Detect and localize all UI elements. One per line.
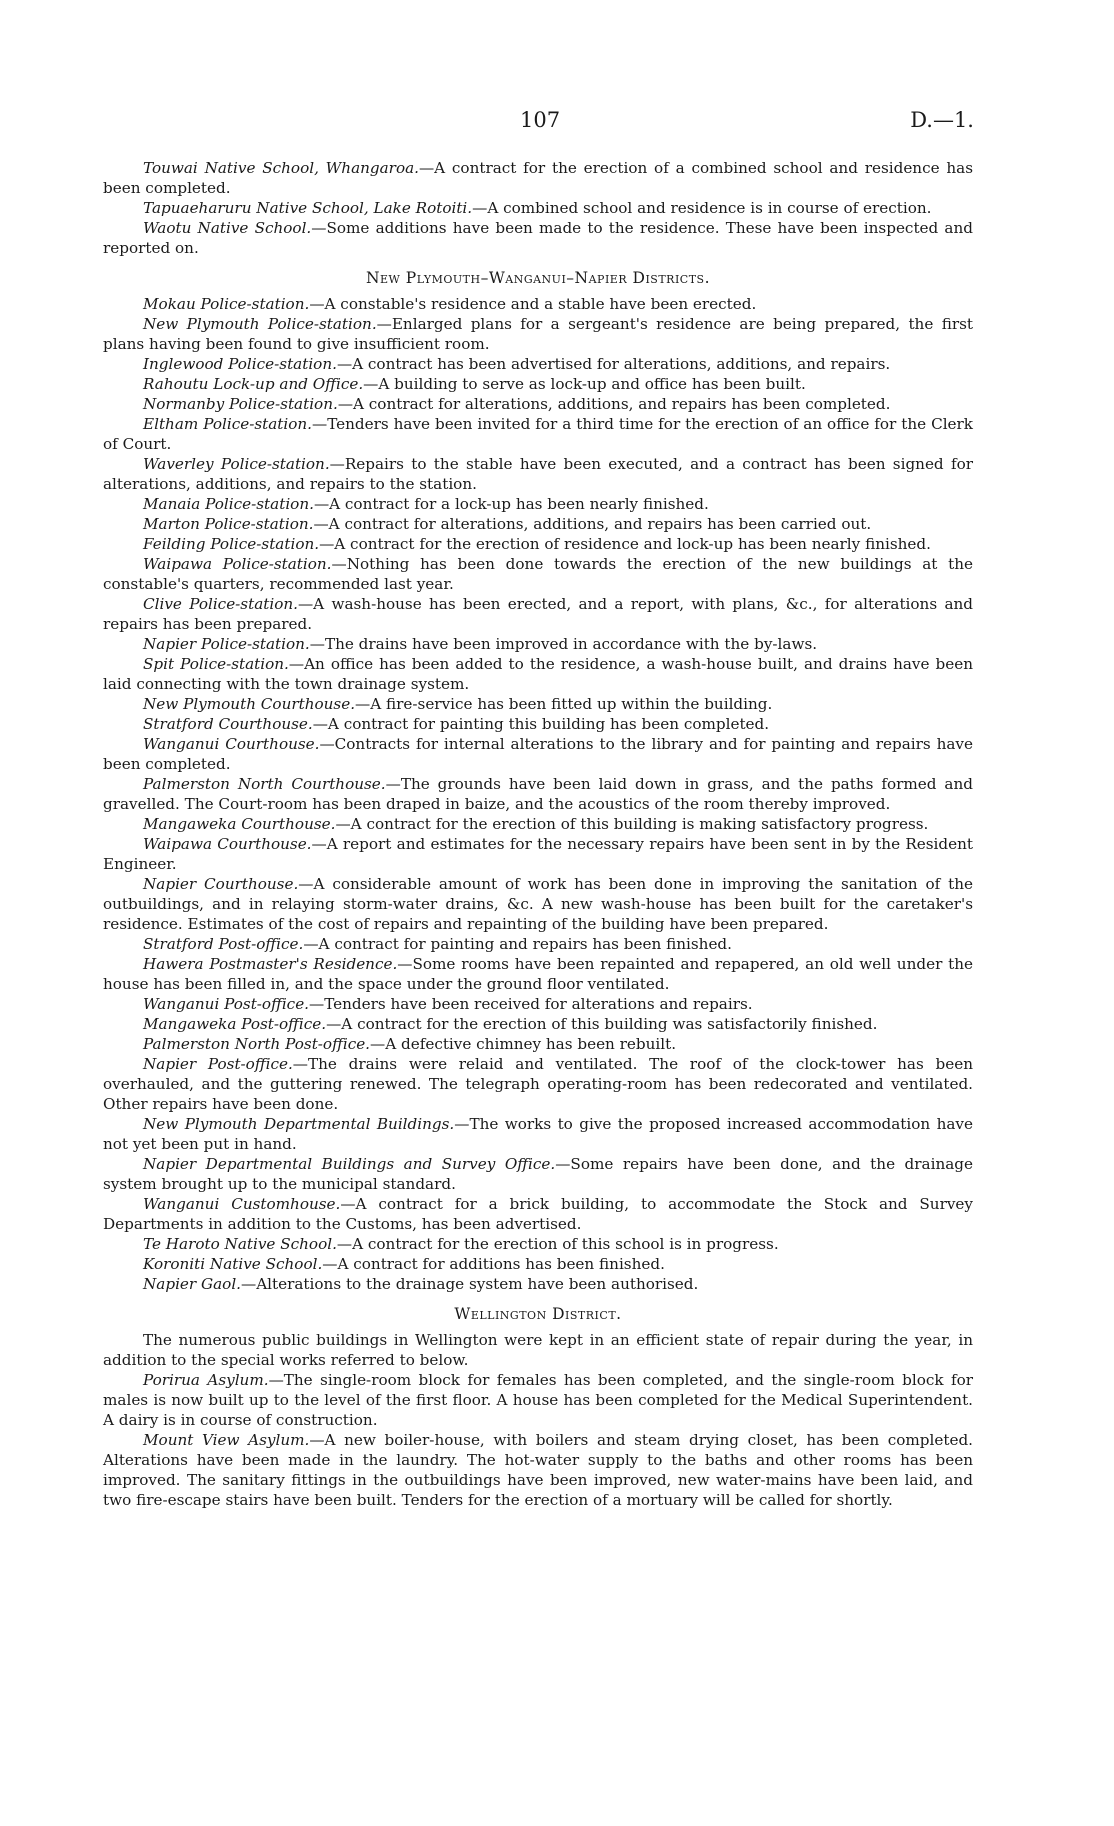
entry-title: New Plymouth Courthouse. bbox=[143, 695, 356, 713]
entry-text: —The single-room block for females has been completed, and the single-room block for males is now built up to the level of the first floor. A house has been completed for the Medical Superintendent. A dairy is in course of construction. bbox=[103, 1371, 973, 1429]
entry-paragraph bbox=[103, 1274, 973, 1294]
entry-text: —A contract for alterations, additions, and repairs has been carried out. bbox=[313, 515, 872, 533]
entry-title: Hawera Postmaster's Residence. bbox=[143, 955, 398, 973]
entry-title: Waotu Native School. bbox=[143, 219, 312, 237]
entry-paragraph bbox=[103, 734, 973, 774]
entry-text: —A considerable amount of work has been done in improving the sanitation of the outbuildings, and in relaying storm-water drains, &c. A new wash-house has been built for the caretaker's residence. Estimates of the cost of repairs and repainting of the building have been prepared. bbox=[103, 875, 973, 933]
heading-wellington-district: Wellington District. bbox=[454, 1305, 622, 1323]
entry-text: —A contract for alterations, additions, and repairs has been completed. bbox=[337, 395, 891, 413]
entry-paragraph bbox=[103, 414, 973, 454]
entry-text: —A contract has been advertised for alterations, additions, and repairs. bbox=[336, 355, 891, 373]
entry-title: Te Haroto Native School. bbox=[143, 1235, 337, 1253]
section-new-plymouth-wanganui-napier bbox=[103, 294, 973, 1294]
entry-paragraph bbox=[103, 454, 973, 494]
entry-text: —A contract for painting and repairs has been finished. bbox=[303, 935, 732, 953]
entry-text: —Repairs to the stable have been executed, and a contract has been signed for alterations, additions, and repairs to the station. bbox=[103, 455, 973, 493]
heading-new-plymouth-wanganui-napier: New Plymouth–Wanganui–Napier Districts. bbox=[365, 269, 711, 287]
entry-paragraph bbox=[103, 218, 973, 258]
entry-paragraph bbox=[103, 1430, 973, 1510]
entry-title: Waverley Police-station. bbox=[143, 455, 330, 473]
entry-title: Spit Police-station. bbox=[143, 655, 289, 673]
entry-text: —A contract for the erection of residence and lock-up has been nearly finished. bbox=[319, 535, 931, 553]
entry-text: —The drains have been improved in accordance with the by-laws. bbox=[309, 635, 818, 653]
entry-paragraph bbox=[103, 994, 973, 1014]
entry-paragraph bbox=[103, 554, 973, 594]
entry-text: —A contract for painting this building has been completed. bbox=[312, 715, 770, 733]
entry-text: —Tenders have been invited for a third time for the erection of an office for the Clerk of Court. bbox=[103, 415, 974, 453]
entry-title: Napier Departmental Buildings and Survey Office. bbox=[143, 1155, 556, 1173]
page-number: 107 bbox=[520, 108, 561, 132]
entry-paragraph bbox=[103, 394, 973, 414]
entry-paragraph bbox=[103, 634, 973, 654]
entry-title: Stratford Courthouse. bbox=[143, 715, 313, 733]
entry-text: —A contract for the erection of this building is making satisfactory progress. bbox=[335, 815, 929, 833]
entry-text: —A contract for the erection of a combined school and residence has been completed. bbox=[103, 159, 973, 197]
entry-title: Eltham Police-station. bbox=[143, 415, 312, 433]
entry-paragraph bbox=[103, 1054, 973, 1114]
entry-paragraph bbox=[103, 934, 973, 954]
entry-paragraph bbox=[103, 1014, 973, 1034]
entry-text: —A contract for the erection of this school is in progress. bbox=[336, 1235, 779, 1253]
entry-title: Feilding Police-station. bbox=[143, 535, 320, 553]
entry-title: Wanganui Courthouse. bbox=[143, 735, 320, 753]
entry-paragraph bbox=[103, 294, 973, 314]
entry-title: Mangaweka Post-office. bbox=[143, 1015, 327, 1033]
entry-paragraph bbox=[103, 1370, 973, 1430]
entry-paragraph bbox=[103, 594, 973, 634]
entry-text: —A contract for a brick building, to accommodate the Stock and Survey Departments in addition to the Customs, has been advertised. bbox=[103, 1195, 973, 1233]
body-text bbox=[103, 158, 973, 1510]
entry-text: —A defective chimney has been rebuilt. bbox=[370, 1035, 677, 1053]
section-wellington bbox=[103, 1370, 973, 1510]
entry-text: —The grounds have been laid down in grass, and the paths formed and gravelled. The Court-room has been draped in baize, and the acoustics of the room thereby improved. bbox=[103, 775, 973, 813]
entry-title: Napier Police-station. bbox=[143, 635, 310, 653]
entry-title: Napier Courthouse. bbox=[143, 875, 299, 893]
entry-title: Wanganui Post-office. bbox=[143, 995, 310, 1013]
entry-paragraph bbox=[103, 954, 973, 994]
entry-text: —A new boiler-house, with boilers and steam drying closet, has been completed. Alterations have been made in the laundry. The hot-water supply to the baths and other rooms has been improved. The sanitary fittings in the outbuildings have been improved, new water-mains have been laid, and two fire-escape stairs have been built. Tenders for the erection of a mortuary will be called for shortly. bbox=[103, 1431, 973, 1509]
entry-paragraph bbox=[103, 714, 973, 734]
entry-paragraph bbox=[103, 354, 973, 374]
entry-title: Napier Gaol. bbox=[143, 1275, 242, 1293]
entry-text: —Some additions have been made to the residence. These have been inspected and reported on. bbox=[103, 219, 973, 257]
entry-title: Waipawa Police-station. bbox=[143, 555, 332, 573]
entry-paragraph bbox=[103, 1194, 973, 1234]
entry-title: Mount View Asylum. bbox=[143, 1431, 310, 1449]
entry-title: Manaia Police-station. bbox=[143, 495, 314, 513]
entry-title: Tapuaeharuru Native School, Lake Rotoiti. bbox=[143, 199, 473, 217]
entry-text: —Nothing has been done towards the erection of the new buildings at the constable's quarters, recommended last year. bbox=[103, 555, 973, 593]
entry-title: Mangaweka Courthouse. bbox=[143, 815, 336, 833]
entry-title: Stratford Post-office. bbox=[143, 935, 304, 953]
entry-paragraph bbox=[103, 374, 973, 394]
entry-paragraph bbox=[103, 874, 973, 934]
entry-title: Porirua Asylum. bbox=[143, 1371, 269, 1389]
entry-text: —A contract for the erection of this building was satisfactorily finished. bbox=[326, 1015, 878, 1033]
entry-paragraph bbox=[103, 1034, 973, 1054]
entry-title: Napier Post-office. bbox=[143, 1055, 293, 1073]
entry-paragraph bbox=[103, 1154, 973, 1194]
entry-title: Marton Police-station. bbox=[143, 515, 314, 533]
entry-text: —A building to serve as lock-up and office has been built. bbox=[363, 375, 806, 393]
entry-paragraph bbox=[103, 834, 973, 874]
entry-title: New Plymouth Departmental Buildings. bbox=[143, 1115, 455, 1133]
entry-paragraph bbox=[103, 654, 973, 694]
entry-paragraph bbox=[103, 1114, 973, 1154]
entry-title: Normanby Police-station. bbox=[143, 395, 338, 413]
entry-paragraph bbox=[103, 694, 973, 714]
entry-title: Mokau Police-station. bbox=[143, 295, 310, 313]
entry-text: —Alterations to the drainage system have been authorised. bbox=[241, 1275, 699, 1293]
document-reference: D.—1. bbox=[910, 108, 974, 132]
entry-text: —A constable's residence and a stable have been erected. bbox=[309, 295, 757, 313]
entry-paragraph bbox=[103, 1254, 973, 1274]
wellington-intro-paragraph: The numerous public buildings in Wellington were kept in an efficient state of repair during the year, in addition to the special works referred to below. bbox=[103, 1331, 973, 1369]
entry-title: Palmerston North Courthouse. bbox=[143, 775, 386, 793]
entry-text: —A fire-service has been fitted up within the building. bbox=[355, 695, 773, 713]
entry-paragraph bbox=[103, 314, 973, 354]
entry-paragraph bbox=[103, 1234, 973, 1254]
entry-paragraph bbox=[103, 494, 973, 514]
entry-paragraph bbox=[103, 534, 973, 554]
entry-text: —Some rooms have been repainted and repapered, an old well under the house has been filled in, and the space under the ground floor ventilated. bbox=[103, 955, 974, 993]
entry-title: Waipawa Courthouse. bbox=[143, 835, 312, 853]
entry-title: New Plymouth Police-station. bbox=[143, 315, 377, 333]
entry-title: Koroniti Native School. bbox=[143, 1255, 323, 1273]
entry-text: —A contract for a lock-up has been nearly finished. bbox=[313, 495, 709, 513]
entry-title: Touwai Native School, Whangaroa. bbox=[143, 159, 419, 177]
entry-text: —A combined school and residence is in course of erection. bbox=[472, 199, 932, 217]
entry-text: —An office has been added to the residence, a wash-house built, and drains have been laid connecting with the town drainage system. bbox=[103, 655, 973, 693]
entry-title: Clive Police-station. bbox=[143, 595, 298, 613]
entry-title: Rahoutu Lock-up and Office. bbox=[143, 375, 364, 393]
entry-text: —A report and estimates for the necessary repairs have been sent in by the Resident Engineer. bbox=[103, 835, 973, 873]
entry-paragraph bbox=[103, 774, 973, 814]
entry-paragraph bbox=[103, 158, 973, 198]
entry-paragraph bbox=[103, 814, 973, 834]
entry-text: —A contract for additions has been finished. bbox=[322, 1255, 665, 1273]
entry-text: —A wash-house has been erected, and a report, with plans, &c., for alterations and repairs has been prepared. bbox=[103, 595, 973, 633]
entry-title: Palmerston North Post-office. bbox=[143, 1035, 371, 1053]
entry-paragraph bbox=[103, 514, 973, 534]
section-native-schools bbox=[103, 158, 973, 258]
entry-text: —Enlarged plans for a sergeant's residence are being prepared, the first plans having been found to give insufficient room. bbox=[103, 315, 973, 353]
entry-text: —Tenders have been received for alterations and repairs. bbox=[309, 995, 753, 1013]
entry-text: —The works to give the proposed increased accommodation have not yet been put in hand. bbox=[103, 1115, 973, 1153]
entry-text: —Some repairs have been done, and the drainage system brought up to the municipal standard. bbox=[103, 1155, 973, 1193]
entry-text: —Contracts for internal alterations to the library and for painting and repairs have been completed. bbox=[103, 735, 974, 773]
entry-title: Inglewood Police-station. bbox=[143, 355, 337, 373]
entry-title: Wanganui Customhouse. bbox=[143, 1195, 341, 1213]
entry-paragraph bbox=[103, 198, 973, 218]
entry-text: —The drains were relaid and ventilated. The roof of the clock-tower has been overhauled, and the guttering renewed. The telegraph operating-room has been redecorated and ventilated. Other repairs have been done. bbox=[103, 1055, 974, 1113]
